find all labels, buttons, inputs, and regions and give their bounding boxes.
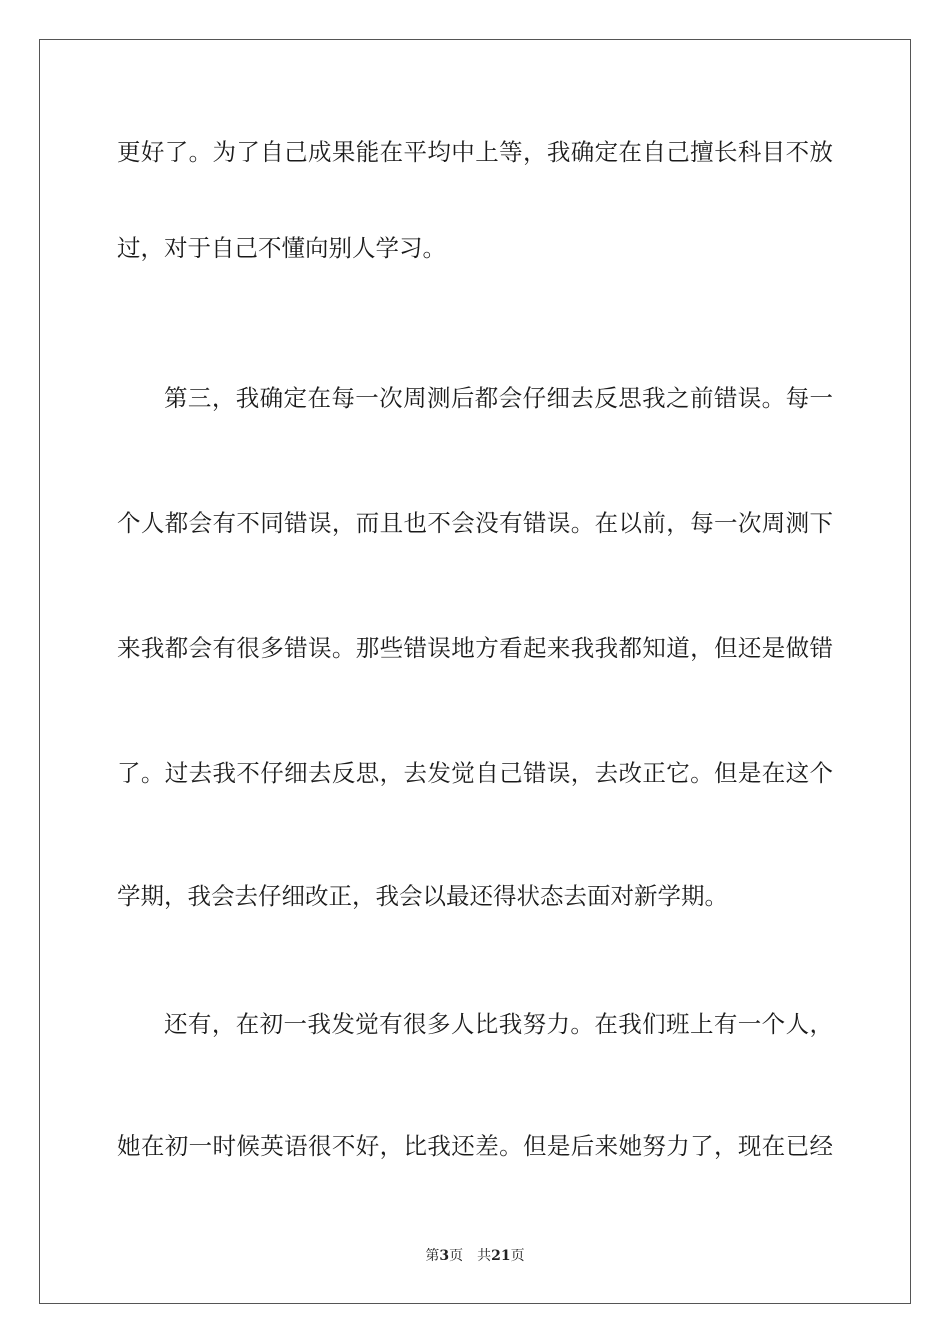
paragraph-line: 过，对于自己不懂向别人学习。: [117, 234, 446, 262]
paragraph-line: 来我都会有很多错误。那些错误地方看起来我我都知道，但还是做错: [117, 634, 833, 662]
paragraph-line: 更好了。为了自己成果能在平均中上等，我确定在自己擅长科目不放: [117, 138, 833, 166]
paragraph-line: 学期，我会去仔细改正，我会以最还得状态去面对新学期。: [117, 882, 728, 910]
paragraph-line: 了。过去我不仔细去反思，去发觉自己错误，去改正它。但是在这个: [117, 759, 833, 787]
paragraph-line: 第三，我确定在每一次周测后都会仔细去反思我之前错误。每一: [164, 384, 833, 412]
paragraph-line: 她在初一时候英语很不好，比我还差。但是后来她努力了，现在已经: [117, 1132, 833, 1160]
paragraph-line: 个人都会有不同错误，而且也不会没有错误。在以前，每一次周测下: [117, 509, 833, 537]
current-page-number: 3: [439, 1248, 450, 1264]
total-prefix: 共: [477, 1248, 492, 1264]
paragraph-line: 还有，在初一我发觉有很多人比我努力。在我们班上有一个人，: [164, 1010, 833, 1038]
page-prefix: 第: [425, 1248, 440, 1264]
page-footer: [0, 1244, 950, 1268]
total-page-number: 21: [491, 1248, 511, 1264]
page-suffix: 页: [449, 1248, 464, 1264]
total-suffix: 页: [510, 1248, 525, 1264]
